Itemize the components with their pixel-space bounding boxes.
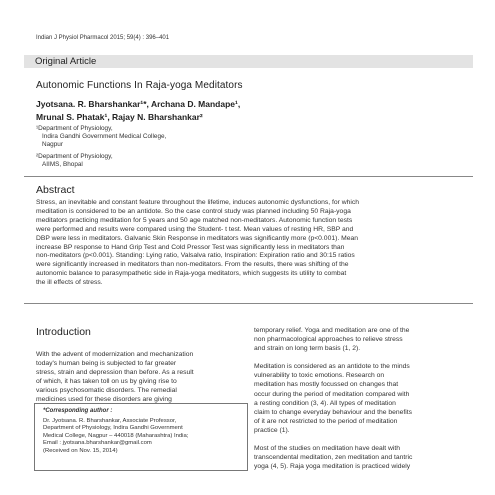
abstract-line: autonomic balance to parasympathetic side in Raja-yoga meditators, which suggests its utility to combat <box>36 270 347 278</box>
body-line: and strain on long term basis (1, 2). <box>254 345 361 353</box>
introduction-heading: Introduction <box>36 326 91 338</box>
body-line: With the advent of modernization and mechanization <box>36 351 194 358</box>
affiliation-1 <box>36 125 166 150</box>
body-line: medicines used for these disorders are giving <box>36 396 172 404</box>
paragraph <box>254 444 466 471</box>
body-line: occur during the period of meditation compared with <box>254 390 410 398</box>
body-line: transcendental meditation, zen meditation and tantric <box>254 454 413 462</box>
article-title: Autonomic Functions In Raja-yoga Meditators <box>36 80 243 91</box>
body-line: non pharmacological approaches to relieve stress <box>254 336 403 344</box>
abstract-line: increase BP response to Hand Grip Test and Cold Pressor Test was significantly less in meditators than <box>36 243 345 251</box>
correspondence-email: Email : jyotsana.bharshankar@gmail.com <box>43 440 152 447</box>
affiliation-line: Nagpur <box>42 141 63 149</box>
abstract-line: meditators practicing meditation for 5 years and 50 age matched non-meditators. Autonomic function tests <box>36 216 353 224</box>
body-line: practice (1). <box>254 426 290 434</box>
abstract-body <box>36 199 460 288</box>
body-line: today's human being is subjected to far greater <box>36 360 177 368</box>
body-line: of it are not restricted to the period of meditation <box>254 417 398 425</box>
journal-citation: Indian J Physiol Pharmacol 2015; 59(4) : 396–401 <box>36 35 170 41</box>
introduction-right-column <box>254 326 466 471</box>
correspondence-line: Department of Physiology, Indira Gandhi Government <box>43 425 183 432</box>
body-line: of which, it has taken toll on us by giving rise to <box>36 378 177 386</box>
affiliation-2 <box>36 153 113 169</box>
abstract-line: were significantly increased in meditators than non-meditators. From the results, there was shifting of the <box>36 261 349 269</box>
divider-bottom <box>24 303 473 304</box>
received-date: (Received on Nov. 15, 2014) <box>43 447 118 454</box>
abstract-line: DBP were less in meditators. Galvanic Skin Response in meditators was significantly more (p<0.001). Mean <box>36 234 358 242</box>
affiliation-line: AIIMS, Bhopal <box>42 161 83 169</box>
abstract-line: Stress, an inevitable and constant feature throughout the lifetime, induces autonomic dysfunctions, for which <box>36 199 360 206</box>
abstract-line: were performed and results were compared using the Student- t test. Mean values of resting HR, SBP and <box>36 225 354 233</box>
author-line-1: Jyotsana. R. Bharshankar¹*, Archana D. Mandape¹, <box>36 99 241 109</box>
body-line: various psychosomatic disorders. The remedial <box>36 387 177 395</box>
abstract-heading: Abstract <box>36 184 75 196</box>
affiliation-line: ²Department of Physiology, <box>36 153 113 160</box>
divider-top <box>24 176 473 177</box>
abstract-line: non-meditators (p<0.001). Standing: Lying ratio, Valsalva ratio, Inspiration: Expiration ratio and 30:15 ratios <box>36 252 355 260</box>
affiliation-line: ¹Department of Physiology, <box>36 125 113 132</box>
body-line: temporary relief. Yoga and meditation are one of the <box>254 327 410 334</box>
corresponding-author-details <box>43 418 188 455</box>
abstract-line: meditation is considered to be an antidote. So the case control study was planned including 50 Raja-yoga <box>36 207 351 215</box>
author-line-2: Mrunal S. Phatak¹, Rajay N. Bharshankar² <box>36 112 203 122</box>
body-line: stress, strain and depression than before. As a result <box>36 369 194 377</box>
correspondence-line: Medical College, Nagpur – 440018 (Maharashtra) India; <box>43 432 189 439</box>
paragraph <box>254 362 466 435</box>
body-line: a resting condition (3, 4). All types of meditation <box>254 399 396 407</box>
body-line: meditation has mostly focussed on changes that <box>254 381 399 389</box>
introduction-left-column <box>36 350 246 405</box>
abstract-line: the ill effects of stress. <box>36 279 103 287</box>
affiliation-line: Indira Gandhi Government Medical College, <box>42 133 167 141</box>
corresponding-author-box <box>34 403 248 471</box>
author-list <box>36 98 240 124</box>
paragraph <box>254 326 466 353</box>
body-line: vulnerability to toxic emotions. Research on <box>254 372 385 380</box>
corresponding-author-title: *Corresponding author : <box>43 408 113 414</box>
article-type-label: Original Article <box>35 56 97 67</box>
body-line: yoga (4, 5). Raja yoga meditation is practiced widely <box>254 463 411 471</box>
body-line: claim to change everyday behaviour and the benefits <box>254 408 412 416</box>
correspondence-line: Dr. Jyotsana. R. Bharshankar, Associate Professor, <box>43 418 177 424</box>
body-line: Meditation is considered as an antidote to the minds <box>254 363 410 371</box>
body-line: Most of the studies on meditation have dealt with <box>254 445 400 453</box>
